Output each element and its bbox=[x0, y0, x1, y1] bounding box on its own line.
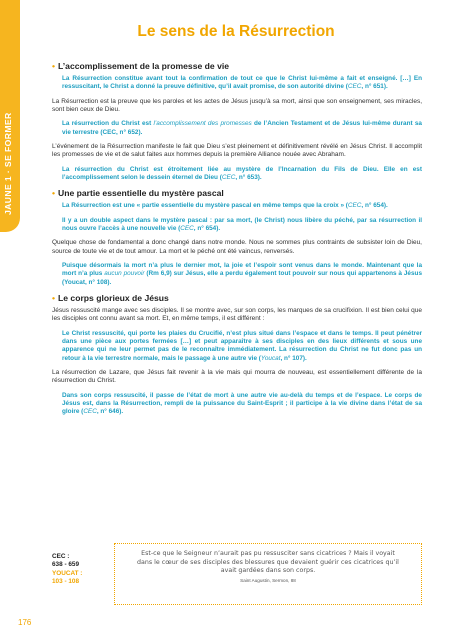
sidebar-label: JAUNE 1 · SE FORMER bbox=[3, 112, 13, 215]
body-paragraph: Jésus ressuscité mange avec ses disciples. Il se montre avec, sur son corps, les marques de sa crucifixion. Il est bien celui que les disciples ont connu avant sa mort. Et, en même temps, il est différent : bbox=[52, 307, 422, 323]
cec-range: 638 - 659 bbox=[52, 561, 80, 569]
youcat-range: 103 - 108 bbox=[52, 578, 80, 586]
section-heading: • L’accomplissement de la promesse de vie bbox=[52, 61, 230, 71]
quote-block: Dans son corps ressuscité, il passe de l’état de mort à une autre vie au-delà du temps et de l’espace. Le corps de Jésus est, dans la Résurrection, rempli de la puissance du Saint-Esprit ; il participe à la vie divine dans l’état de sa gloire (CEC, n° 646). bbox=[62, 391, 422, 416]
quote-block: La Résurrection est une « partie essentielle du mystère pascal en même temps que la croix » (CEC, n° 654). bbox=[62, 202, 388, 210]
page-number: 176 bbox=[18, 618, 32, 627]
youcat-label: YOUCAT : bbox=[52, 569, 83, 577]
callout-text: Est-ce que le Seigneur n’aurait pas pu ressusciter sans cicatrices ? Mais il voyait dans le cœur de ses disciples des blessures que devaient guérir ces cicatrices qu’il avait gardées dans son corps. bbox=[137, 550, 399, 575]
quote-block: La Résurrection constitue avant tout la confirmation de tout ce que le Christ lui-même a fait et enseigné. […] En ressuscitant, le Christ a donné la preuve définitive, qu’il avait promise, de son autorité divine (CEC, n° 651). bbox=[62, 75, 422, 91]
section-heading: • Le corps glorieux de Jésus bbox=[52, 293, 169, 303]
quote-block: La résurrection du Christ est étroitement liée au mystère de l’Incarnation du Fils de Dieu. Elle en est l’accomplissement selon le dessein éternel de Dieu (CEC, n° 653). bbox=[62, 165, 422, 182]
quote-block: Puisque désormais la mort n’a plus le dernier mot, la joie et l’espoir sont venus dans le monde. Maintenant que la mort n’a plus aucun pouvoir (Rm 6,9) sur Jésus, elle a perdu également tout pouvoir sur nous qui appartenons à Jésus (Youcat, n° 108). bbox=[62, 262, 422, 286]
section-corps-glorieux bbox=[52, 293, 422, 417]
bullet-icon: • bbox=[52, 293, 56, 303]
quote-block: Le Christ ressuscité, qui porte les plaies du Crucifié, n’est plus situé dans l’espace et dans le temps. Il peut pénétrer dans une pièce aux portes fermées […] et peut apparaître à ses disciples en des lieux différents et sous une apparence qui ne leur permet pas de le reconnaître immédiatement. La résurrection du Christ ne fut donc pas un retour à la vie terrestre normale, mais le passage à une autre vie (Youcat, n° 107). bbox=[62, 329, 422, 362]
references-box bbox=[52, 553, 82, 587]
quote-block: La résurrection du Christ est l’accomplissement des promesses de l’Ancien Testament et de Jésus lui-même durant sa vie terrestre (CEC, n° 652). bbox=[62, 120, 422, 136]
bullet-icon: • bbox=[52, 188, 56, 199]
callout-source: Saint Augustin, Sermon, 88 bbox=[240, 577, 296, 583]
quote-block: Il y a un double aspect dans le mystère pascal : par sa mort, (le Christ) nous libère du péché, par sa résurrection il nous ouvre l’accès à une nouvelle vie (CEC, n° 654). bbox=[62, 216, 422, 232]
body-paragraph: Quelque chose de fondamental a donc changé dans notre monde. Nous ne sommes plus contraints de subsister loin de Dieu, source de toute vie et de tout amour. La mort et le péché ont été vaincus, renversés. bbox=[52, 239, 422, 255]
sidebar-tab bbox=[0, 0, 20, 232]
callout-quote-box bbox=[114, 543, 422, 605]
section-promesse bbox=[52, 61, 422, 182]
body-paragraph: L’événement de la Résurrection manifeste le fait que Dieu s’est pleinement et définitivement révélé en Jésus Christ. Il accomplit les promesses de vie et de salut faites aux hommes depuis la première Alliance nouée avec Abraham. bbox=[52, 143, 422, 159]
page-title: Le sens de la Résurrection bbox=[137, 23, 335, 40]
section-heading: • Une partie essentielle du mystère pascal bbox=[52, 188, 224, 199]
body-paragraph: La Résurrection est la preuve que les paroles et les actes de Jésus jusqu’à sa mort, ainsi que son enseignement, ses miracles, sont bien ceux de Dieu. bbox=[52, 97, 422, 113]
cec-label: CEC : bbox=[52, 553, 70, 560]
section-mystere-pascal bbox=[52, 188, 422, 287]
body-paragraph: La résurrection de Lazare, que Jésus fait revenir à la vie mais qui mourra de nouveau, est essentiellement différente de la résurrection du Christ. bbox=[52, 369, 422, 385]
bullet-icon: • bbox=[52, 61, 56, 71]
main-content bbox=[52, 55, 422, 423]
